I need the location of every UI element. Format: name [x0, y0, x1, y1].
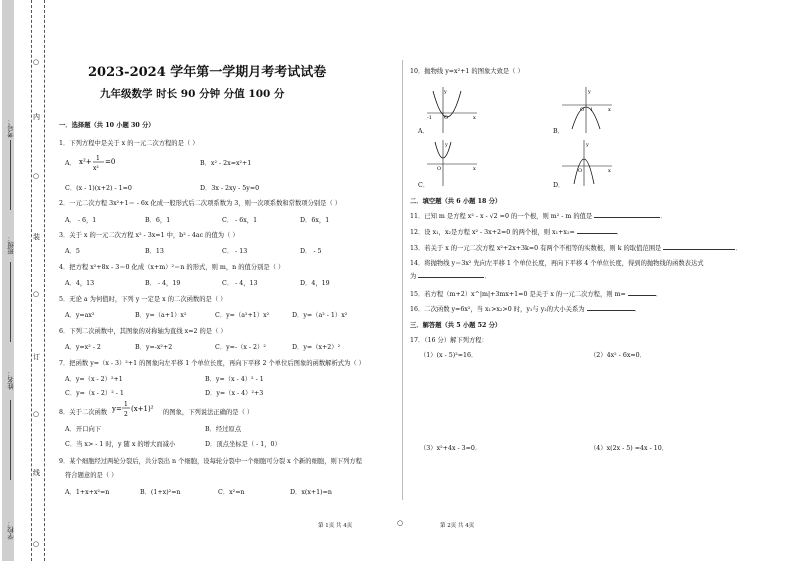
question-6: 6．下列二次函数中，其图象的对称轴为直线 x=2 的是（ ） [59, 328, 227, 335]
q8-option-d: D．顶点坐标是（ - 1，0） [205, 441, 281, 448]
origin-label: O [578, 168, 583, 174]
class-field-line [10, 262, 11, 342]
axis-x-label: x [608, 107, 611, 113]
svg-text:2: 2 [124, 411, 128, 418]
axis-y-label: y [445, 142, 448, 148]
q10-option-d: D． [553, 182, 565, 189]
question-8-lead: 8．关于二次函数 [59, 409, 108, 416]
binding-marker: 装 [33, 233, 40, 241]
q1-option-a-math [79, 152, 119, 176]
name-label: 姓名： [7, 370, 15, 390]
cut-line-inner [44, 0, 45, 561]
question-9-line2: 符合题意的是（ ） [65, 472, 118, 479]
q6-option-d: D．y=（x+2）² [292, 344, 341, 351]
q7-option-d: D．y=（x - 4）²+3 [205, 390, 264, 397]
question-5: 5．无论 a 为何值时，下列 y 一定是 x 的二次函数的是（ ） [59, 296, 227, 303]
exam-title: 2023-2024 学年第一学期月考考试试卷 [88, 65, 327, 80]
q4-option-d: D．4，19 [300, 280, 330, 287]
q5-option-c: C．y=（a²+1）x² [215, 312, 270, 319]
question-13-text: 13．若关于 x 的一元二次方程 x²+2x+3k=0 有两个不相等的实数根，则 k 的取值范围是 [410, 245, 662, 252]
q10-option-c: C． [418, 182, 430, 189]
school-label: 学校： [7, 520, 15, 540]
q10-option-b: B． [553, 128, 564, 135]
q11-answer-blank[interactable] [594, 217, 660, 218]
q17-part-2: （2）4x² - 6x=0． [590, 352, 646, 359]
q16-answer-blank[interactable] [587, 310, 635, 311]
question-16: 16．二次函数 y=6x²，当 x₁>x₂>0 时，y₁与 y₂的大小关系为 ． [410, 306, 641, 313]
q17-part-3: （3）x²+4x - 3=0． [420, 445, 482, 452]
binding-gray-strip [2, 0, 14, 561]
q14-answer-blank[interactable] [418, 277, 484, 278]
footer-circle: ○ [397, 519, 404, 527]
binding-marker: ○ [33, 172, 40, 180]
q3-option-b: B．13 [145, 248, 164, 255]
axis-y-label: y [586, 142, 589, 148]
q2-option-b: B．6，1 [145, 217, 171, 224]
svg-text:=0: =0 [105, 158, 116, 166]
q17-part-1: （1）(x - 5)²=16． [420, 352, 478, 359]
question-17: 17．（16 分）解下列方程： [410, 337, 488, 344]
tick-label: -1 [427, 115, 432, 121]
q6-option-b: B．y=-x²+2 [135, 344, 173, 351]
q17-part-4: （4）x(2x - 5) =4x - 10． [590, 445, 669, 452]
q2-option-d: D．6x，1 [300, 217, 330, 224]
question-8-tail: 的图象，下列说法正确的是（ ） [163, 409, 254, 416]
q10-graph-a [425, 85, 480, 135]
q1-option-a: A． [65, 160, 76, 167]
origin-label: O [444, 115, 449, 121]
q7-option-b: B．y=（x - 4）² - 1 [205, 376, 264, 383]
question-1: 1．下列方程中是关于 x 的一元二次方程的是（ ） [59, 140, 199, 147]
question-11: 11．已知 m 是方程 x² - x - √2 =0 的一个根，则 m² - m 的值是 ． [410, 213, 667, 220]
q10-graph-d [560, 138, 615, 188]
tick-label: 1 [590, 107, 594, 113]
question-11-text: 11．已知 m 是方程 x² - x - √2 =0 的一个根，则 m² - m 的值是 [410, 213, 593, 220]
question-13: 13．若关于 x 的一元二次方程 x²+2x+3k=0 有两个不相等的实数根，则 k 的取值范围是 ． [410, 245, 742, 252]
q1-option-c: C．(x - 1)(x+2) - 1=0 [65, 185, 132, 192]
q9-option-a: A．1+x+x²=n [65, 489, 110, 496]
exam-number-field-line [10, 140, 11, 210]
svg-text:x²+: x²+ [79, 158, 92, 166]
q10-graph-b [560, 85, 615, 135]
q1-option-b: B．x² - 2x=x²+1 [200, 160, 252, 167]
question-15: 15．若方程（m+2）x^|m|+3mx+1=0 是关于 x 的一元二次方程，则 m= ． [410, 291, 663, 298]
q5-option-d: D．y=（a² - 1）x² [292, 312, 348, 319]
svg-text:1: 1 [96, 155, 100, 162]
axis-y-label: y [588, 89, 591, 95]
section-fill-heading: 二．填空题（共 6 小题 18 分） [410, 198, 502, 205]
question-9-line1: 9．某个细胞经过两轮分裂后，共分裂出 n 个细胞，设每轮分裂中一个细胞可分裂 x 个新的细胞，则下列方程 [59, 458, 362, 465]
question-2: 2．一元二次方程 3x²+1＝ - 6x 化成一般形式后二次项系数为 3，则一次项系数和常数项分别是（ ） [59, 200, 342, 207]
binding-marker: ○ [33, 58, 40, 66]
q7-option-c: C．y=（x - 2）² - 1 [65, 390, 124, 397]
question-7: 7．把函数 y=（x - 3）²+1 的图象向左平移 1 个单位长度，再向下平移 2 个单位后图象的函数解析式为（ ） [59, 360, 365, 367]
class-label: 班级： [7, 235, 15, 255]
question-10: 10．抛物线 y=x²+1 的图象大致是（ ） [410, 68, 524, 75]
q1-option-d: D．3x - 2xy - 5y=0 [200, 185, 260, 192]
q4-option-b: B． - 4，19 [145, 280, 181, 287]
section-choice-heading: 一．选择题（共 10 小题 30 分） [59, 122, 155, 129]
cut-line-outer [31, 0, 32, 561]
page-number-right: 第 2页 共 4页 [440, 523, 475, 529]
question-14-line2: 为 ． [410, 273, 491, 280]
svg-text:1: 1 [124, 401, 128, 408]
binding-marker: 订 [33, 353, 40, 361]
binding-marker: ○ [33, 410, 40, 418]
exam-number-label: 考号： [7, 118, 15, 138]
exam-subtitle: 九年级数学 时长 90 分钟 分值 100 分 [100, 88, 285, 100]
q10-option-a: A． [418, 128, 429, 135]
q7-option-a: A．y=（x - 2）²+1 [65, 376, 123, 383]
q15-answer-blank[interactable] [628, 295, 656, 296]
q5-option-b: B．y=（a+1）x² [135, 312, 187, 319]
name-field-line [10, 400, 11, 480]
binding-marker: ○ [33, 540, 40, 548]
question-14-line1: 14．将抛物线 y＝3x² 先向左平移 1 个单位长度，再向下平移 4 个单位长度，得到的抛物线的函数表达式 [410, 260, 704, 267]
question-15-text: 15．若方程（m+2）x^|m|+3mx+1=0 是关于 x 的一元二次方程，则 m= [410, 291, 626, 298]
question-14-text: 为 [410, 273, 417, 280]
question-3: 3．关于 x 的一元二次方程 x² - 3x=1 中，b² - 4ac 的值为（ ） [59, 232, 239, 239]
page-number-left: 第 1页 共 4页 [318, 523, 353, 529]
axis-x-label: x [473, 115, 476, 121]
q8-option-c: C．当 x> - 1 时，y 随 x 的增大而减小 [65, 441, 176, 448]
binding-marker: 线 [33, 469, 40, 477]
q10-graph-c [425, 138, 480, 188]
question-4: 4．把方程 x²+8x - 3＝0 化成（x+m）²＝n 的形式，则 m，n 的值分别是（ ） [59, 264, 285, 271]
axis-y-label: y [444, 89, 447, 95]
svg-text:x²: x² [93, 165, 99, 172]
origin-label: O [437, 166, 442, 172]
axis-x-label: x [608, 168, 611, 174]
question-16-text: 16．二次函数 y=6x²，当 x₁>x₂>0 时，y₁与 y₂的大小关系为 [410, 306, 585, 313]
q9-option-d: D．x(x+1)=n [290, 489, 332, 496]
q12-answer-blank[interactable] [577, 233, 617, 234]
q4-option-a: A．4，13 [65, 280, 95, 287]
q6-option-a: A．y=x² - 2 [65, 344, 101, 351]
q3-option-a: A．5 [65, 248, 80, 255]
binding-marker: 内 [33, 113, 40, 121]
q5-option-a: A．y=ax² [65, 312, 95, 319]
svg-text:y=: y= [112, 405, 122, 413]
origin-label: O [580, 107, 585, 113]
question-12-text: 12．设 x₁，x₂是方程 x² - 3x+2=0 的两个根，则 x₁+x₂= [410, 229, 575, 236]
page-divider [402, 60, 403, 500]
q8-option-a: A．开口向下 [65, 426, 102, 433]
binding-marker: ○ [33, 290, 40, 298]
section-solve-heading: 三．解答题（共 5 小题 52 分） [410, 322, 502, 329]
question-8-math [112, 398, 162, 422]
q3-option-c: C． - 13 [222, 248, 248, 255]
binding-margin [0, 0, 48, 561]
q2-option-c: C． - 6x，1 [222, 217, 258, 224]
q4-option-c: C． - 4，13 [222, 280, 258, 287]
q8-fraction-expression [112, 398, 162, 420]
q6-option-c: C．y=-（x - 2）² [215, 344, 266, 351]
q3-option-d: D． - 5 [300, 248, 322, 255]
fraction-expression [79, 152, 119, 174]
q9-option-c: C．x²=n [218, 489, 245, 496]
q13-answer-blank[interactable] [663, 249, 735, 250]
axis-x-label: x [473, 166, 476, 172]
q8-option-b: B．经过原点 [205, 426, 242, 433]
svg-text:(x+1)²: (x+1)² [131, 405, 154, 413]
q2-option-a: A． - 6，1 [65, 217, 97, 224]
question-12: 12．设 x₁，x₂是方程 x² - 3x+2=0 的两个根，则 x₁+x₂= ． [410, 229, 624, 236]
q9-option-b: B．(1+x)²=n [140, 489, 181, 496]
